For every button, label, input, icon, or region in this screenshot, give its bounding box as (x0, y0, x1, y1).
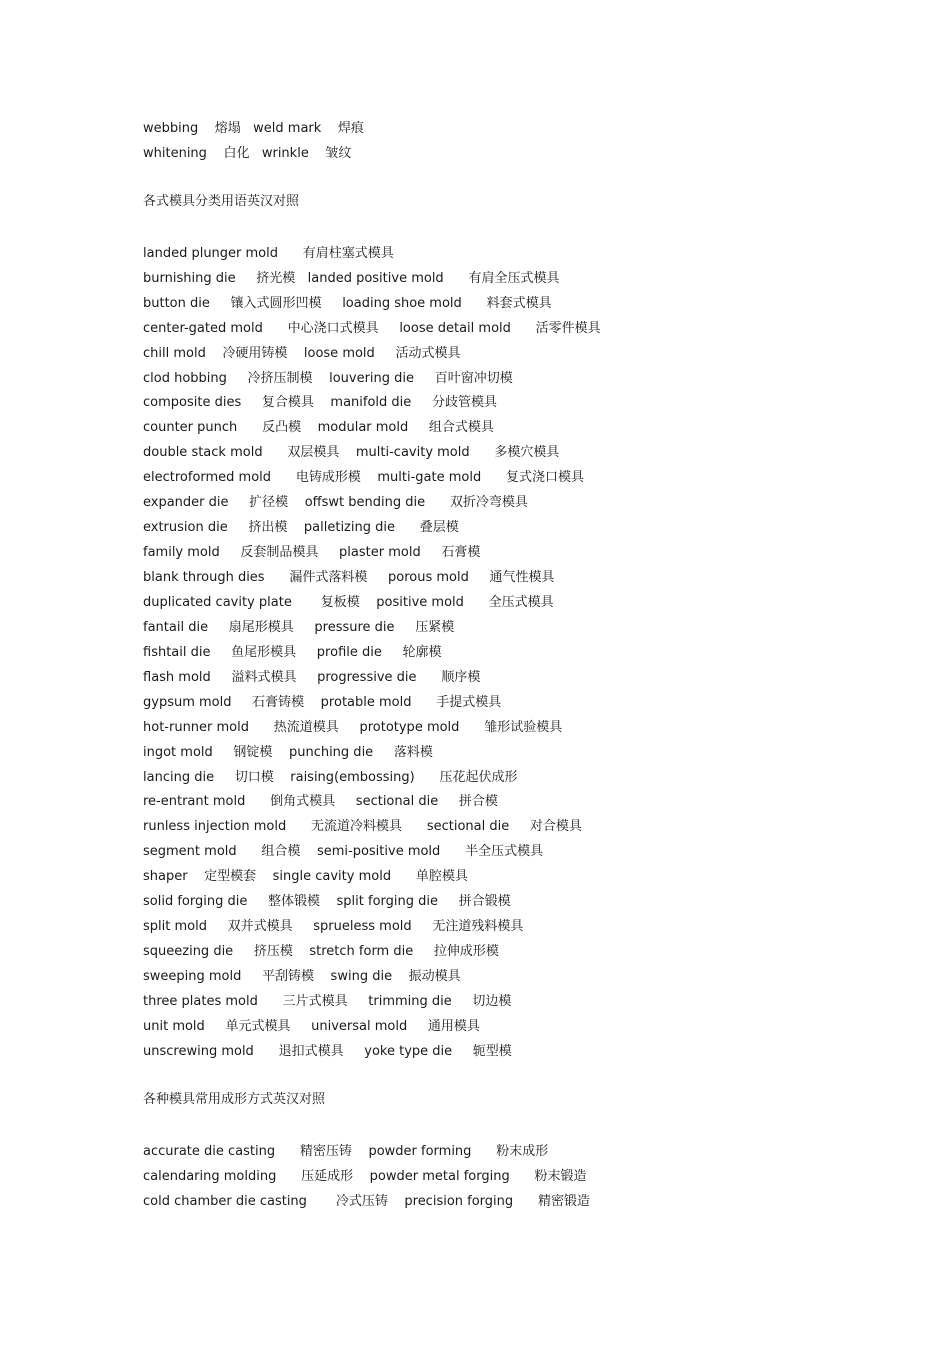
top-term-list (143, 117, 903, 167)
term-line: webbing 熔塌 weld mark 焊痕 (143, 121, 364, 136)
term-line: solid forging die 整体锻模 split forging die 拼合锻模 (143, 894, 511, 910)
section-heading: 各式模具分类用语英汉对照 (143, 193, 300, 209)
term-line: counter punch 反凸模 modular mold 组合式模具 (143, 420, 494, 436)
term-line: shaper 定型模套 single cavity mold 单腔模具 (143, 869, 468, 885)
term-line: runless injection mold 无流道冷料模具 sectional die 对合模具 (143, 819, 582, 835)
term-line: ingot mold 钢锭模 punching die 落料模 (143, 744, 433, 760)
term-line: electroformed mold 电铸成形模 multi-gate mold 复式浇口模具 (143, 470, 584, 486)
term-line: whitening 白化 wrinkle 皱纹 (143, 145, 352, 161)
term-line: family mold 反套制品模具 plaster mold 石膏模 (143, 545, 481, 561)
document-page (143, 117, 903, 1215)
term-line: hot-runner mold 热流道模具 prototype mold 雏形试验模具 (143, 719, 563, 735)
term-line: center-gated mold 中心浇口式模具 loose detail mold 活零件模具 (143, 320, 601, 336)
term-line: accurate die casting 精密压铸 powder forming 粉末成形 (143, 1143, 549, 1159)
term-line: flash mold 溢料式模具 progressive die 顺序模 (143, 669, 481, 685)
forming-method-term-list (143, 1140, 903, 1215)
term-line: burnishing die 挤光模 landed positive mold 有肩全压式模具 (143, 270, 560, 286)
mold-classification-term-list (143, 242, 903, 1065)
term-line: three plates mold 三片式模具 trimming die 切边模 (143, 993, 512, 1009)
term-line: chill mold 冷硬用铸模 loose mold 活动式模具 (143, 345, 461, 361)
term-line: unscrewing mold 退扣式模具 yoke type die 轭型模 (143, 1043, 512, 1059)
term-line: extrusion die 挤出模 palletizing die 叠层模 (143, 520, 459, 536)
term-line: button die 镶入式圆形凹模 loading shoe mold 料套式模具 (143, 295, 552, 311)
term-line: blank through dies 漏件式落料模 porous mold 通气性模具 (143, 570, 555, 585)
term-line: sweeping mold 平刮铸模 swing die 振动模具 (143, 969, 461, 984)
term-line: segment mold 组合模 semi-positive mold 半全压式模具 (143, 844, 544, 860)
section-heading: 各种模具常用成形方式英汉对照 (143, 1091, 326, 1107)
term-line: fishtail die 鱼尾形模具 profile die 轮廓模 (143, 644, 442, 660)
term-line: re-entrant mold 倒角式模具 sectional die 拼合模 (143, 794, 498, 810)
term-line: split mold 双并式模具 sprueless mold 无注道残料模具 (143, 919, 524, 935)
term-line: clod hobbing 冷挤压制模 louvering die 百叶窗冲切模 (143, 370, 513, 386)
term-line: cold chamber die casting 冷式压铸 precision forging 精密锻造 (143, 1193, 590, 1209)
term-line: fantail die 扇尾形模具 pressure die 压紧模 (143, 619, 455, 635)
term-line: composite dies 复合模具 manifold die 分歧管模具 (143, 395, 497, 411)
term-line: calendaring molding 压延成形 powder metal forging 粉末锻造 (143, 1168, 587, 1184)
term-line: expander die 扩径模 offswt bending die 双折冷弯模具 (143, 495, 528, 511)
term-line: unit mold 单元式模具 universal mold 通用模具 (143, 1018, 480, 1034)
term-line: double stack mold 双层模具 multi-cavity mold 多模穴模具 (143, 445, 560, 461)
term-line: squeezing die 挤压模 stretch form die 拉伸成形模 (143, 944, 499, 960)
term-line: duplicated cavity plate 复板模 positive mold 全压式模具 (143, 594, 554, 610)
term-line: landed plunger mold 有肩柱塞式模具 (143, 245, 394, 261)
term-line: gypsum mold 石膏铸模 protable mold 手提式模具 (143, 694, 502, 710)
term-line: lancing die 切口模 raising(embossing) 压花起伏成形 (143, 769, 518, 785)
